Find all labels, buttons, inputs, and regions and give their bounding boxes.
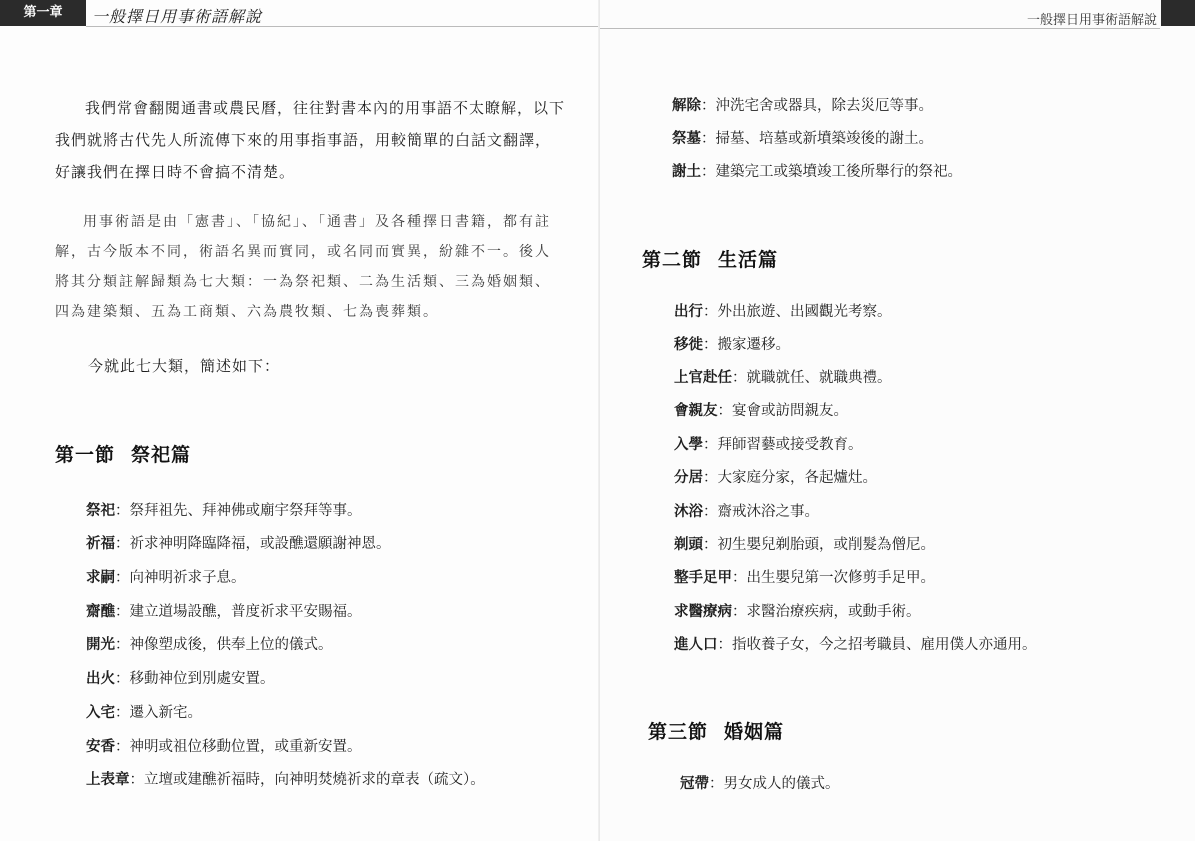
term-label: 祭墓 (672, 131, 701, 147)
header-rule (86, 26, 600, 27)
term-entry (86, 532, 391, 553)
term-label: 會親友 (674, 403, 718, 419)
term-desc: ：建築完工或築墳竣工後所舉行的祭祀。 (701, 164, 962, 180)
term-desc: ：神明或祖位移動位置，或重新安置。 (115, 739, 362, 755)
term-entry (674, 333, 790, 354)
section-title-1 (55, 440, 191, 467)
term-desc: ：拜師習藝或接受教育。 (703, 437, 863, 453)
term-desc: ：遷入新宅。 (115, 705, 202, 721)
term-desc: ：指收養子女，今之招考職員、雇用僕人亦通用。 (717, 637, 1037, 653)
term-label: 開光 (86, 637, 115, 653)
term-entry (674, 399, 848, 420)
term-label: 謝土 (672, 164, 701, 180)
term-entry (674, 633, 1037, 654)
term-label: 上表章 (86, 772, 130, 788)
chapter-badge: 第一章 (0, 0, 86, 26)
term-label: 祭祀 (86, 503, 115, 519)
section-title-2 (642, 245, 778, 272)
term-desc: ：建立道場設醮，普度祈求平安賜福。 (115, 604, 362, 620)
term-desc: ：求醫治療疾病，或動手術。 (732, 604, 921, 620)
term-entry (86, 768, 485, 789)
term-desc: ：掃墓、培墓或新墳築竣後的謝土。 (701, 131, 933, 147)
term-label: 進人口 (674, 637, 718, 653)
term-entry (674, 366, 892, 387)
term-label: 求醫療病 (674, 604, 732, 620)
header-rule (600, 28, 1160, 29)
section-name: 生活篇 (718, 249, 779, 271)
term-desc: ：就職就任、就職典禮。 (732, 370, 892, 386)
intro-paragraph-2: 用事術語是由「憲書」、「協紀」、「通書」及各種擇日書籍，都有註解，古今版本不同，術語名異而實同，或名同而實異，紛雜不一。後人將其分類註解歸類為七大類：一為祭祀類、二為生活類、三為婚姻類、四為建築類、五為工商類、六為農牧類、七為喪葬類。 (55, 214, 551, 320)
term-label: 祈福 (86, 536, 115, 552)
term-label: 上官赴任 (674, 370, 732, 386)
term-desc: ：神像塑成後，供奉上位的儀式。 (115, 637, 333, 653)
term-desc: ：初生嬰兒剃胎頭，或削髮為僧尼。 (703, 537, 935, 553)
section-title-3 (648, 717, 784, 744)
term-label: 整手足甲 (674, 570, 732, 586)
term-desc: ：移動神位到別處安置。 (115, 671, 275, 687)
term-label: 求嗣 (86, 570, 115, 586)
term-label: 分居 (674, 470, 703, 486)
term-desc: ：出生嬰兒第一次修剪手足甲。 (732, 570, 935, 586)
term-entry (674, 466, 877, 487)
term-entry (86, 633, 333, 654)
section-name: 祭祀篇 (131, 444, 192, 466)
term-desc: ：向神明祈求子息。 (115, 570, 246, 586)
section-number: 第三節 (648, 721, 709, 743)
term-entry (674, 500, 819, 521)
right-page (600, 0, 1195, 841)
term-desc: ：沖洗宅舍或器具，除去災厄等事。 (701, 98, 933, 114)
term-entry (672, 94, 933, 115)
term-entry (86, 600, 362, 621)
term-desc: ：外出旅遊、出國觀光考察。 (703, 304, 892, 320)
term-label: 出火 (86, 671, 115, 687)
right-header-badge (1161, 0, 1195, 26)
term-entry (86, 566, 246, 587)
term-desc: ：齋戒沐浴之事。 (703, 504, 819, 520)
term-label: 沐浴 (674, 504, 703, 520)
intro-paragraph-3: 今就此七大類，簡述如下： (88, 357, 281, 375)
term-label: 移徙 (674, 337, 703, 353)
term-entry (86, 667, 275, 688)
term-label: 解除 (672, 98, 701, 114)
term-desc: ：搬家遷移。 (703, 337, 790, 353)
term-label: 冠帶 (680, 776, 709, 792)
intro-paragraph-1: 我們常會翻閱通書或農民曆，往往對書本內的用事語不太瞭解，以下我們就將古代先人所流傳下來的用事指事語，用較簡單的白話文翻譯，好讓我們在擇日時不會搞不清楚。 (55, 99, 566, 181)
right-header-title: 一般擇日用事術語解說 (1026, 13, 1157, 28)
term-entry (674, 433, 863, 454)
section-number: 第一節 (55, 444, 116, 466)
left-header-title: 一般擇日用事術語解說 (92, 7, 263, 26)
term-entry (674, 533, 935, 554)
term-entry (86, 735, 362, 756)
term-entry (674, 566, 935, 587)
section-number: 第二節 (642, 249, 703, 271)
term-desc: ：立壇或建醮祈福時，向神明焚燒祈求的章表（疏文）。 (129, 772, 485, 788)
left-header (0, 0, 600, 28)
term-label: 齋醮 (86, 604, 115, 620)
term-desc: ：大家庭分家，各起爐灶。 (703, 470, 877, 486)
term-entry (674, 600, 921, 621)
term-entry (672, 127, 933, 148)
term-desc: ：祭拜祖先、拜神佛或廟宇祭拜等事。 (115, 503, 362, 519)
term-entry (86, 701, 202, 722)
term-desc: ：男女成人的儀式。 (709, 776, 840, 792)
term-entry (680, 772, 840, 793)
term-desc: ：祈求神明降臨降福，或設醮還願謝神恩。 (115, 536, 391, 552)
term-label: 入宅 (86, 705, 115, 721)
term-label: 安香 (86, 739, 115, 755)
section-name: 婚姻篇 (724, 721, 785, 743)
term-desc: ：宴會或訪問親友。 (717, 403, 848, 419)
term-entry (86, 499, 362, 520)
term-label: 出行 (674, 304, 703, 320)
term-entry (672, 160, 962, 181)
term-label: 入學 (674, 437, 703, 453)
term-label: 剃頭 (674, 537, 703, 553)
term-entry (674, 300, 892, 321)
